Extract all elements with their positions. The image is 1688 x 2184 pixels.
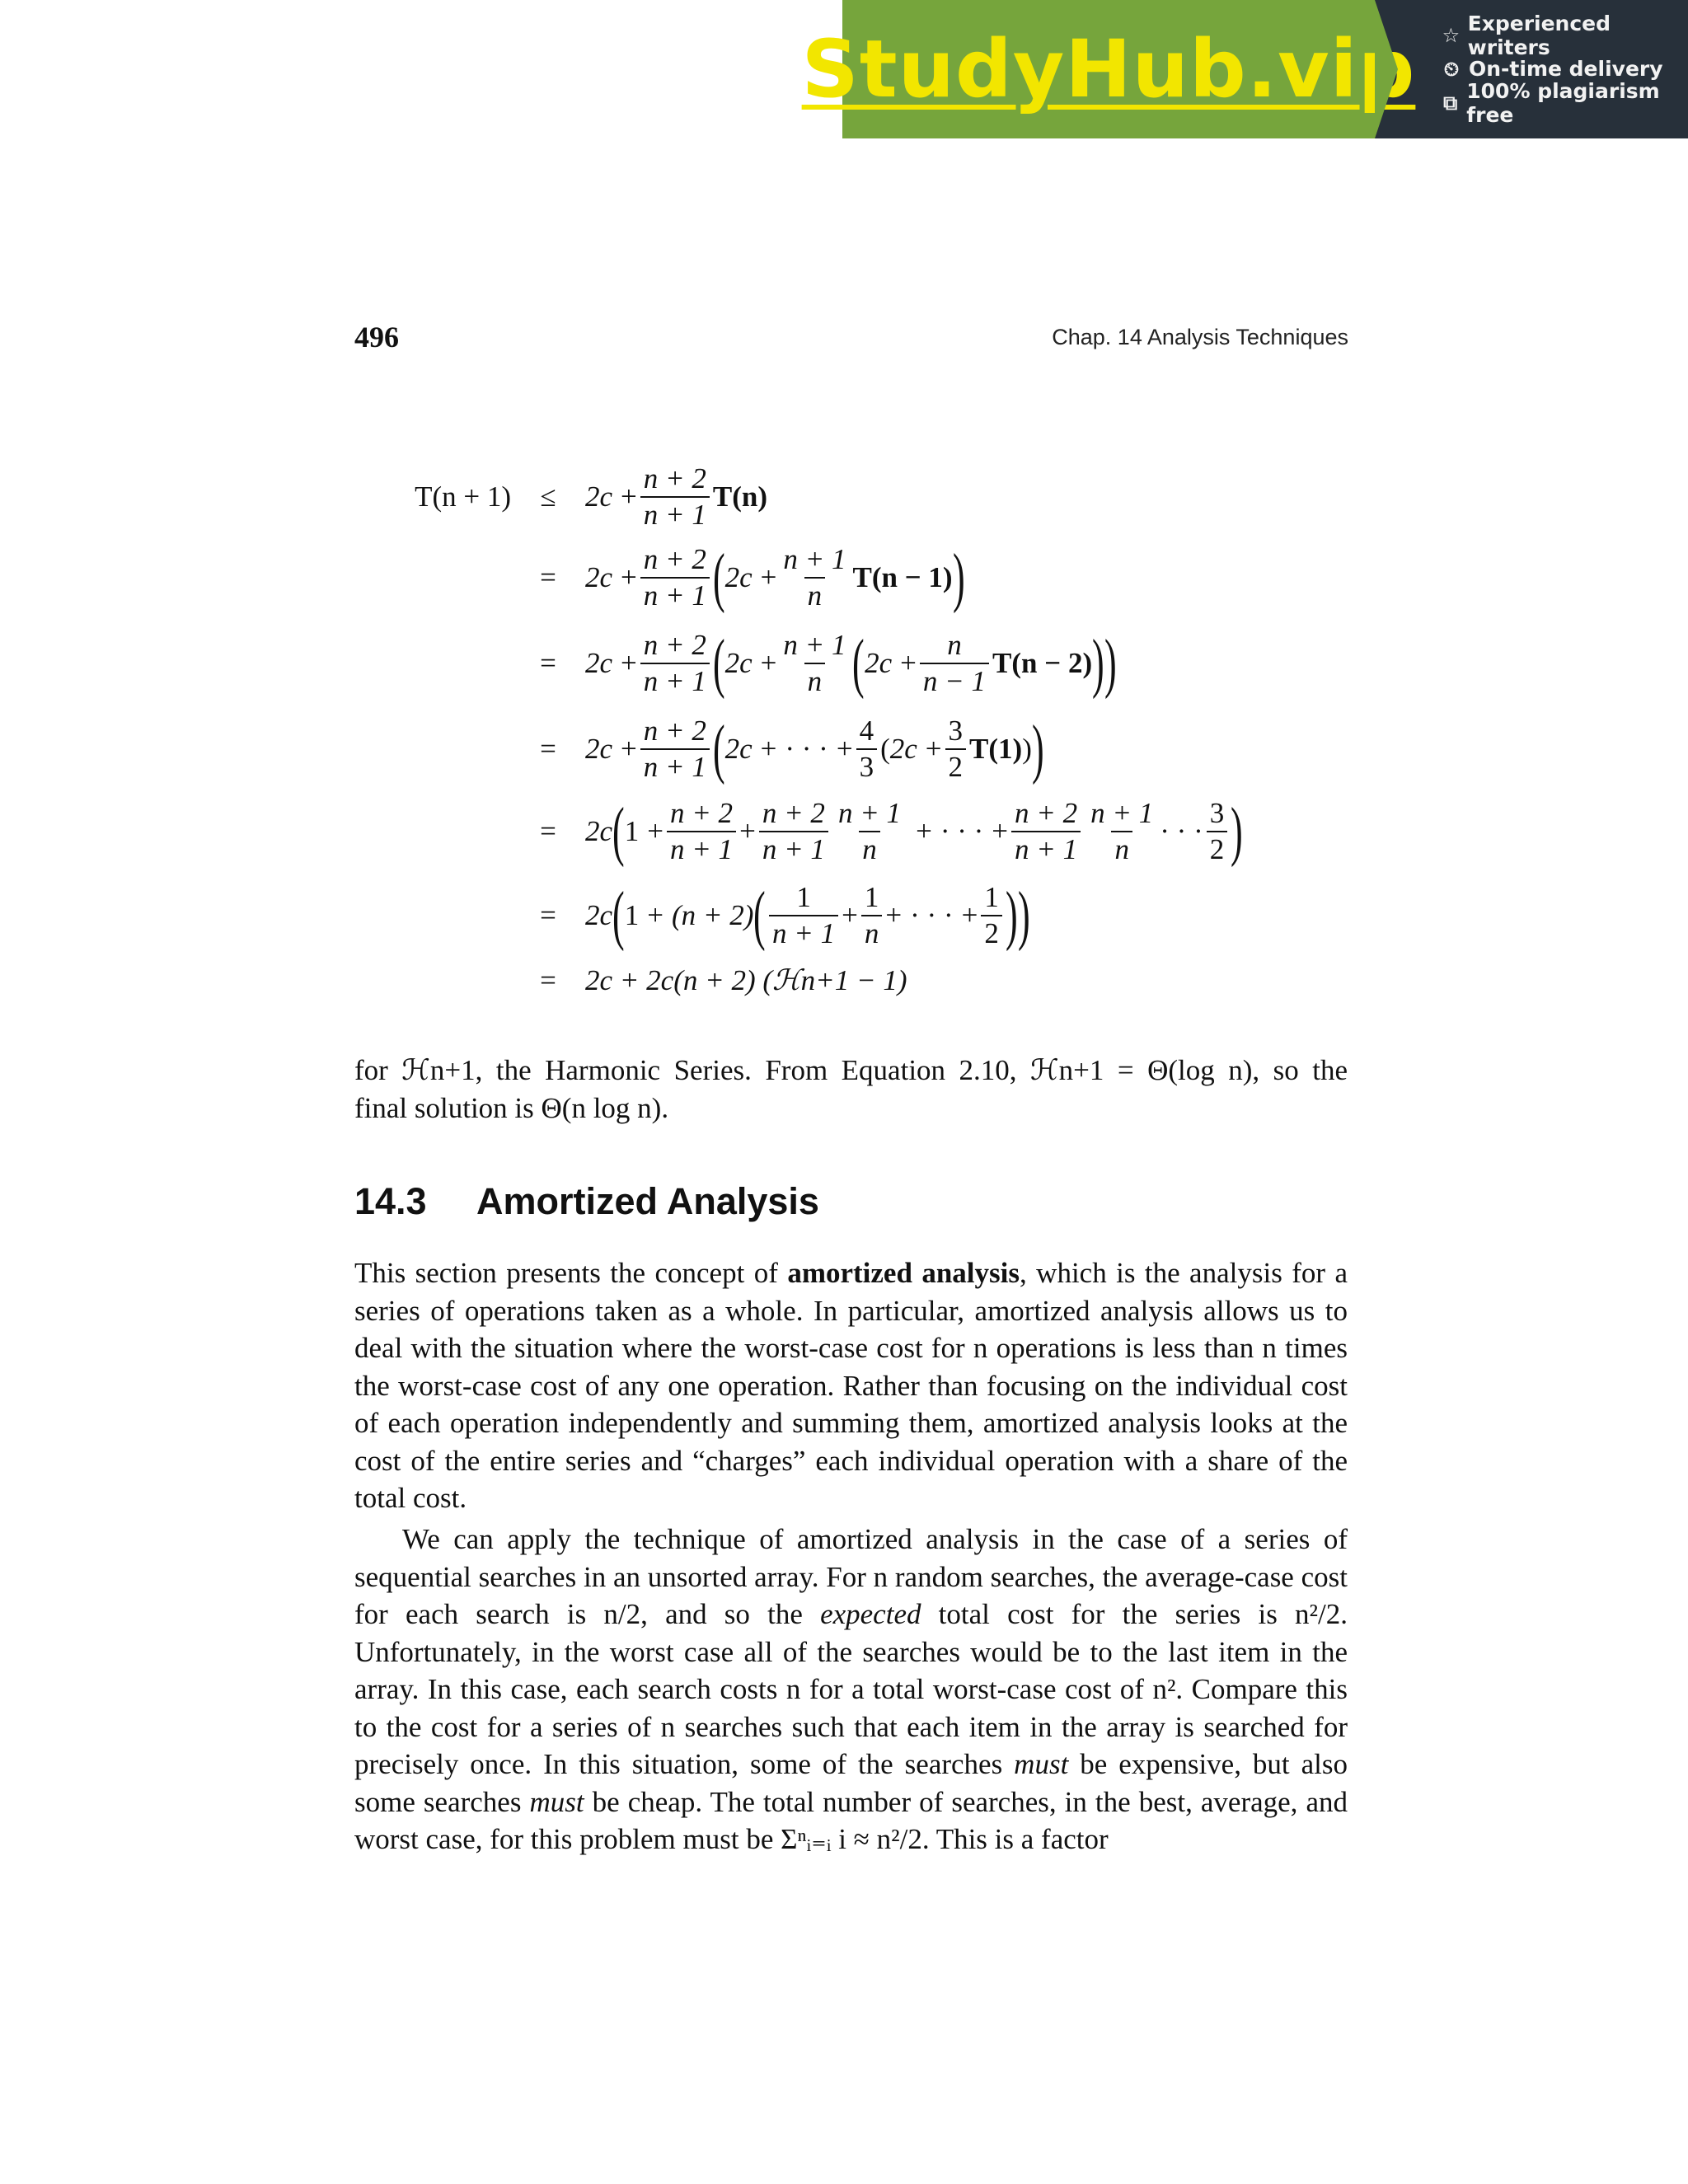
fraction <box>640 462 710 532</box>
equation-rhs <box>585 462 767 532</box>
fraction <box>1087 796 1156 867</box>
denominator: n + 1 <box>769 915 838 951</box>
denominator: n + 1 <box>667 831 736 867</box>
plus: + <box>760 561 777 593</box>
numerator: 1 <box>984 881 999 913</box>
equation-row-2 <box>387 542 964 613</box>
plus: + <box>836 733 853 765</box>
numerator: n + 2 <box>643 715 706 747</box>
denominator: 2 <box>1207 831 1228 867</box>
plus: + <box>885 899 903 931</box>
section-heading <box>354 1180 819 1223</box>
t-term: T(n) <box>712 480 768 513</box>
relation-eq: = <box>540 964 556 996</box>
fraction <box>861 880 883 951</box>
running-head: Chap. 14 Analysis Techniques <box>1052 325 1348 349</box>
feature-label: Experienced writers <box>1467 11 1611 59</box>
feature-label: 100% plagiarism free <box>1466 78 1660 127</box>
numerator: 1 <box>796 881 811 913</box>
denominator: n + 1 <box>640 496 710 532</box>
plus: + <box>739 815 756 847</box>
ellipsis: · · · <box>940 815 984 847</box>
text-line: for ℋn+1, the Harmonic Series. From Equation 2.10, ℋn+1 = Θ(log n), so the <box>354 1054 1348 1086</box>
equation-row-3 <box>387 628 1116 699</box>
fraction <box>780 628 849 699</box>
right-paren: ) <box>1231 795 1243 868</box>
denominator: n + 1 <box>640 577 710 613</box>
right-paren: ) <box>952 541 965 614</box>
plus: + <box>621 733 637 765</box>
equation-rhs <box>585 628 1116 699</box>
right-paren: ) <box>1104 627 1117 700</box>
clock-icon: ⏲ <box>1443 57 1460 81</box>
equation-row-6 <box>387 880 1029 951</box>
t-term: T(n − 2) <box>992 647 1093 679</box>
equation-lhs: T(n + 1) <box>415 480 511 513</box>
numerator: n + 1 <box>837 797 902 829</box>
italic-term: must <box>1014 1748 1069 1780</box>
ellipsis: · · · <box>785 733 828 765</box>
left-paren: ( <box>753 879 767 952</box>
term: 2c <box>724 647 753 679</box>
left-paren: ( <box>852 627 865 700</box>
term: 2c <box>724 733 753 765</box>
copy-icon: ⧉ <box>1443 91 1458 115</box>
equation-rhs <box>585 880 1029 951</box>
term: 2c <box>585 815 613 847</box>
left-paren: ( <box>712 627 725 700</box>
numerator: 1 <box>864 881 879 913</box>
star-outline-icon: ☆ <box>1442 23 1461 47</box>
plus: + <box>961 899 978 931</box>
denominator: n − 1 <box>920 663 989 699</box>
term: 2c <box>865 647 893 679</box>
italic-term: must <box>529 1785 584 1818</box>
equation-rhs <box>585 714 1043 785</box>
plus: + <box>647 899 663 931</box>
relation-eq: = <box>540 815 556 847</box>
plus: + <box>760 733 777 765</box>
text-run: This section presents the concept of <box>354 1257 788 1289</box>
term: (n + 2) <box>671 899 754 931</box>
text-line: final solution is Θ(n log n). <box>354 1091 669 1124</box>
denominator: n <box>804 577 826 613</box>
fraction <box>667 796 736 867</box>
close-paren-small: ) <box>1022 733 1032 765</box>
numerator: n + 2 <box>669 797 734 829</box>
open-paren-small: ( <box>880 733 890 765</box>
fraction <box>920 628 989 699</box>
fraction <box>1207 796 1228 867</box>
numerator: n + 2 <box>762 797 825 829</box>
paragraph-sequential-search <box>354 1521 1348 1858</box>
bold-term: amortized analysis <box>787 1257 1020 1289</box>
t-term: T(n − 1) <box>852 561 953 593</box>
right-paren: ) <box>1017 879 1030 952</box>
relation-eq: = <box>540 561 556 593</box>
section-number: 14.3 <box>354 1180 427 1222</box>
relation-eq: = <box>540 899 556 931</box>
fraction <box>945 714 967 785</box>
t-term: T(1) <box>969 733 1023 765</box>
fraction <box>1011 796 1081 867</box>
denominator: n + 1 <box>640 663 710 699</box>
term: 2c <box>889 733 917 765</box>
plus: + <box>647 815 663 847</box>
plus: + <box>925 733 942 765</box>
feature-list <box>1375 0 1688 138</box>
numerator: n + 1 <box>783 629 846 661</box>
numerator: n + 2 <box>643 629 706 661</box>
numerator: n <box>947 629 962 661</box>
feature-label: On-time delivery <box>1469 57 1663 81</box>
plus: + <box>760 647 777 679</box>
fraction <box>981 880 1002 951</box>
right-paren: ) <box>1005 879 1018 952</box>
italic-term: expected <box>820 1598 921 1630</box>
equation-row-4 <box>387 714 1043 785</box>
plus: + <box>900 647 917 679</box>
numerator: n + 2 <box>643 543 706 575</box>
term: 2c <box>585 561 613 593</box>
plus: + <box>992 815 1009 847</box>
denominator: n <box>859 831 880 867</box>
left-paren: ( <box>612 879 625 952</box>
term: 1 <box>624 815 640 847</box>
fraction <box>640 628 710 699</box>
denominator: 2 <box>945 748 967 785</box>
fraction <box>856 714 878 785</box>
equation-row-1 <box>387 462 767 532</box>
denominator: n + 1 <box>1011 831 1081 867</box>
relation-eq: = <box>540 733 556 765</box>
ellipsis: · · · <box>1160 815 1203 847</box>
fraction <box>835 796 904 867</box>
studyhub-logo[interactable] <box>801 0 1416 138</box>
term: 2c <box>585 733 613 765</box>
denominator: n <box>804 663 826 699</box>
denominator: n <box>861 915 883 951</box>
equation-row-5 <box>387 796 1243 867</box>
plus: + <box>916 815 932 847</box>
feature-item <box>1441 78 1688 127</box>
text-run: , which is the analysis for a series of operations taken as a whole. In particular, amortized analysis allows us to deal with the situation where the worst-case cost for n operations is less than n times the worst-case cost of any one operation. Rather than focusing on the individual cost of each operation independently and summing them, amortized analysis looks at the cost of the entire series and “charges” each individual operation with a share of the total cost. <box>354 1257 1348 1514</box>
relation-leq: ≤ <box>540 480 556 513</box>
paragraph-harmonic <box>354 1052 1348 1127</box>
fraction <box>780 542 849 613</box>
banner-arrow-shape <box>1375 0 1398 138</box>
fraction <box>640 714 710 785</box>
left-paren: ( <box>612 795 625 868</box>
term: 2c <box>585 899 613 931</box>
equation-row-7 <box>387 964 907 997</box>
numerator: n + 2 <box>643 462 706 494</box>
plus: + <box>842 899 858 931</box>
fraction <box>759 796 828 867</box>
term: 2c <box>585 647 613 679</box>
term: 1 <box>624 899 640 931</box>
plus: + <box>621 561 637 593</box>
denominator: 3 <box>856 748 878 785</box>
equation-rhs <box>585 542 964 613</box>
numerator: n + 2 <box>1015 797 1078 829</box>
denominator: n + 1 <box>759 831 828 867</box>
right-paren: ) <box>1031 713 1044 785</box>
numerator: 3 <box>948 715 964 747</box>
relation-eq: = <box>540 647 556 679</box>
numerator: n + 1 <box>783 543 846 575</box>
text-run: be cheap. The total number of searches, in the best, average, and worst case, for this problem must be Σⁿᵢ₌ᵢ i ≈ n²/2. This is a factor <box>354 1785 1348 1855</box>
denominator: 2 <box>981 915 1002 951</box>
equation-rhs <box>585 796 1243 867</box>
text-run: total cost for the series is n²/2. Unfortunately, in the worst case all of the searches would be to the last item in the array. In this case, each search costs n for a total worst-case cost of n². Compare this to the cost for a series of n searches such that each item in the array is searched for precisely once. In this situation, some of the searches <box>354 1598 1348 1780</box>
plus: + <box>621 480 637 513</box>
ellipsis: · · · <box>910 899 954 931</box>
logo-text: StudyHub.vip <box>801 23 1416 115</box>
numerator: n + 1 <box>1090 797 1154 829</box>
denominator: n <box>1111 831 1132 867</box>
equation-final: 2c + 2c(n + 2) (ℋn+1 − 1) <box>585 964 907 996</box>
paragraph-amortized-intro <box>354 1254 1348 1517</box>
fraction <box>769 880 838 951</box>
term: 2c <box>585 480 613 513</box>
left-paren: ( <box>712 541 725 614</box>
numerator: 4 <box>859 715 874 747</box>
feature-item <box>1441 11 1688 59</box>
plus: + <box>621 647 637 679</box>
page-number: 496 <box>354 321 399 354</box>
text-run: We can apply the technique of amortized analysis in the case of a series of sequential searches in an unsorted array. For n random searches, the average-case cost for each search is n/2, and so the <box>354 1523 1348 1630</box>
term: 2c <box>724 561 753 593</box>
denominator: n + 1 <box>640 748 710 785</box>
studyhub-banner[interactable] <box>801 0 1688 138</box>
section-title: Amortized Analysis <box>476 1180 819 1222</box>
text-run: be expensive, but also some searches <box>354 1748 1348 1818</box>
right-paren: ) <box>1092 627 1104 700</box>
left-paren: ( <box>712 713 725 785</box>
numerator: 3 <box>1209 797 1225 829</box>
fraction <box>640 542 710 613</box>
